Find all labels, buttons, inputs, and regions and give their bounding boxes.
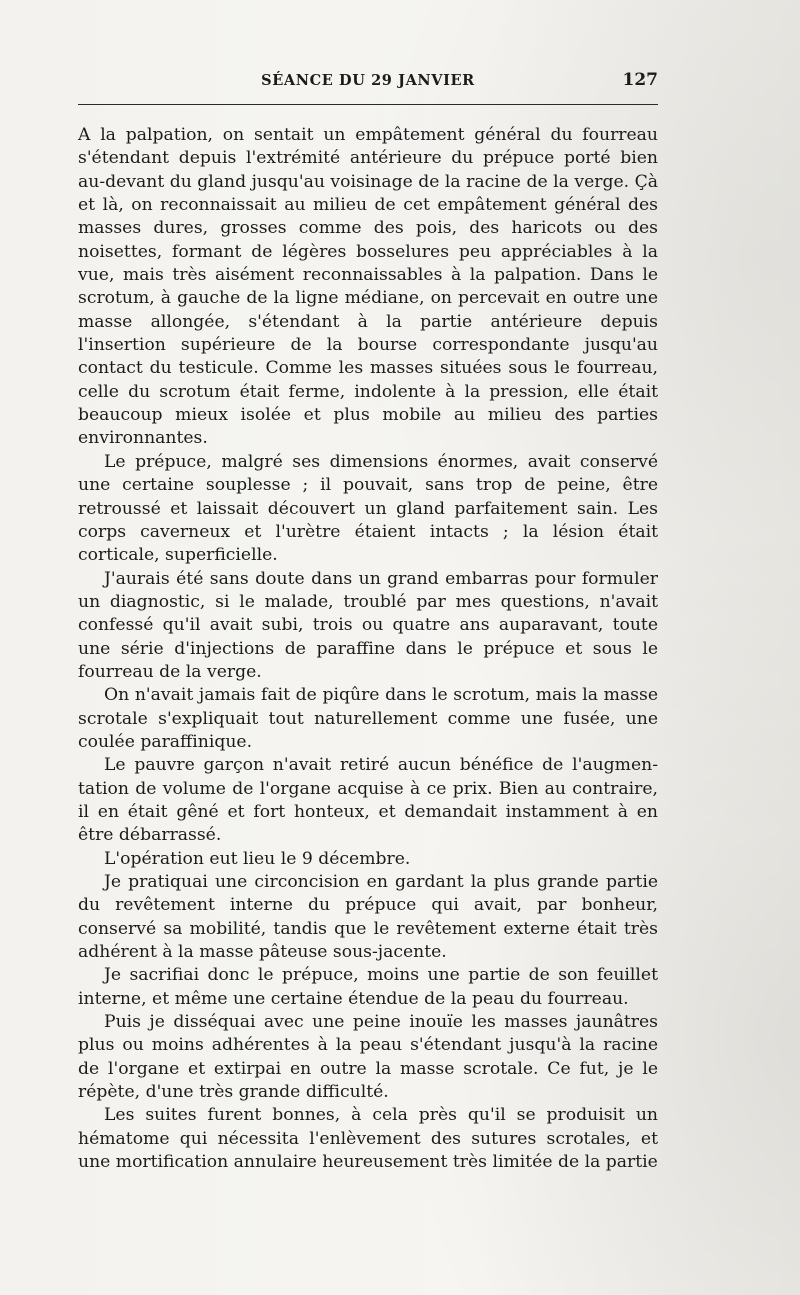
paragraph-diagnostic: J'aurais été sans doute dans un grand embarras pour formuler un diagnostic, si le malade, troublé par mes questions, n'avait confessé qu'il avait subi, trois ou quatre ans auparavant, toute une série d'injections de paraffine dans le prépuce et sous le fourreau de la verge. — [78, 568, 658, 682]
paragraph-circoncision: Je pratiquai une circoncision en gardant la plus grande partie du revêtement interne du prépuce qui avait, par bonheur, conservé sa mobilité, tandis que le revêtement externe était très adhérent à la masse pâteuse sous-jacente. — [78, 872, 658, 963]
paragraph-palpation: A la palpation, on sentait un empâtement général du fourreau s'étendant depuis l'extrémité antérieure du prépuce porté bien au-devant du gland jusqu'au voisinage de la racine de la verge. Çà et là, on reconnaissait au milieu de cet empâtement général des masses dures, grosses comme des pois, des haricots ou des noisettes, formant de légères bosselures peu appréciables à la vue, mais très aisément reconnaissables à la palpation. Dans le scrotum, à gauche de la ligne médiane, on percevait en outre une masse allongée, s'étendant à la partie antérieure depuis l'insertion supérieure de la bourse correspondante jusqu'au contact du testicule. Comme les masses situées sous le fourreau, celle du scrotum était ferme, indolente à la pression, elle était beaucoup mieux isolée et plus mobile au milieu des parties environnantes. — [78, 125, 658, 449]
page-number: 127 — [622, 70, 658, 90]
body-text — [78, 124, 658, 1174]
header-rule — [78, 104, 658, 105]
header-title: SÉANCE DU 29 JANVIER — [261, 72, 475, 89]
paragraph-dissection: Puis je disséquai avec une peine inouïe les masses jaunâtres plus ou moins adhérentes à la peau s'étendant jusqu'à la racine de l'organe et extirpai en outre la masse scrotale. Ce fut, je le répète, d'une très grande difficulté. — [78, 1012, 658, 1103]
paragraph-suites: Les suites furent bonnes, à cela près qu'il se produisit un hématome qui nécessita l'enlèvement des sutures scrotales, et une mortification annulaire heureusement très limitée de la partie — [78, 1105, 658, 1173]
running-header — [78, 70, 658, 96]
paragraph-sacrifice: Je sacrifiai donc le prépuce, moins une partie de son feuillet interne, et même une certaine étendue de la peau du fourreau. — [78, 965, 658, 1009]
paragraph-patient: Le pauvre garçon n'avait retiré aucun bénéfice de l'augmentation de volume de l'organe acquise à ce prix. Bien au contraire, il en était gêné et fort honteux, et demandait instamment à en être débarrassé. — [78, 755, 658, 846]
paragraph-prepuce: Le prépuce, malgré ses dimensions énormes, avait conservé une certaine souplesse ; il pouvait, sans trop de peine, être retroussé et laissait découvert un gland parfaitement sain. Les corps caverneux et l'urètre étaient intacts ; la lésion était corticale, superficielle. — [78, 451, 658, 566]
paragraph-operation-date: L'opération eut lieu le 9 décembre. — [104, 848, 411, 869]
paragraph-scrotum: On n'avait jamais fait de piqûre dans le scrotum, mais la masse scrotale s'expliquait tout naturellement comme une fusée, une coulée paraffinique. — [78, 685, 658, 752]
